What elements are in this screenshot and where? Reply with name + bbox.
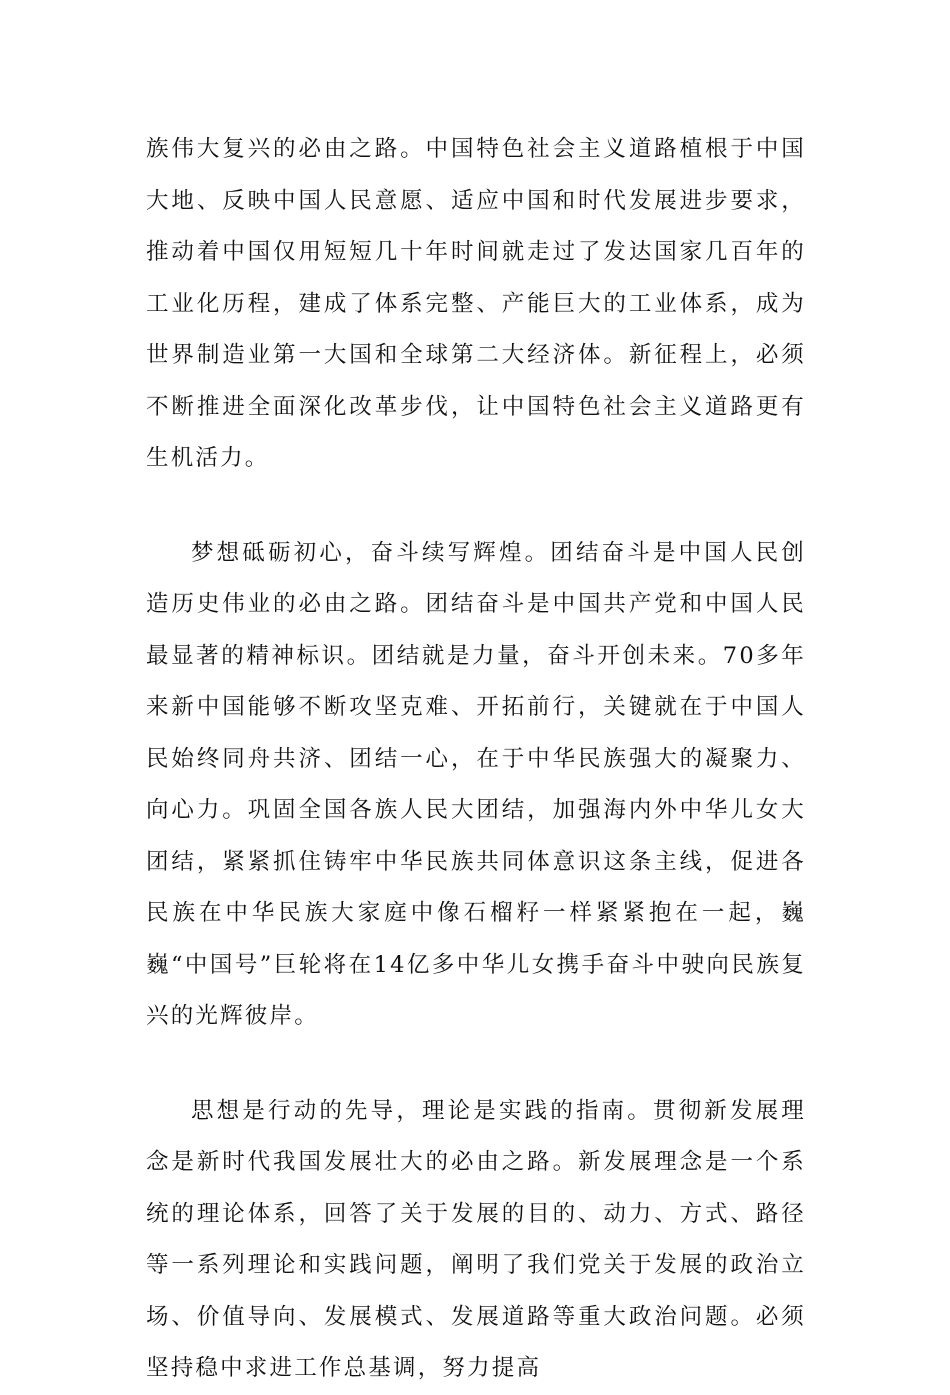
paragraph-3: 思想是行动的先导，理论是实践的指南。贯彻新发展理念是新时代我国发展壮大的必由之路。新发展理念是一个系统的理论体系，回答了关于发展的目的、动力、方式、路径等一系列理论和实践问题，阐明了我们党关于发展的政治立场、价值导向、发展模式、发展道路等重大政治问题。必须坚持稳中求进工作总基调，努力提高 (146, 1097, 806, 1381)
paragraph-2: 梦想砥砺初心，奋斗续写辉煌。团结奋斗是中国人民创造历史伟业的必由之路。团结奋斗是中国共产党和中国人民最显著的精神标识。团结就是力量，奋斗开创未来。70多年来新中国能够不断攻坚克难、开拓前行，关键就在于中国人民始终同舟共济、团结一心，在于中华民族强大的凝聚力、向心力。巩固全国各族人民大团结，加强海内外中华儿女大团结，紧紧抓住铸牢中华民族共同体意识这条主线，促进各民族在中华民族大家庭中像石榴籽一样紧紧抱在一起，巍巍“中国号”巨轮将在14亿多中华儿女携手奋斗中驶向民族复兴的光辉彼岸。 (146, 539, 806, 1029)
paragraph-1: 族伟大复兴的必由之路。中国特色社会主义道路植根于中国大地、反映中国人民意愿、适应中国和时代发展进步要求，推动着中国仅用短短几十年时间就走过了发达国家几百年的工业化历程，建成了体系完整、产能巨大的工业体系，成为世界制造业第一大国和全球第二大经济体。新征程上，必须不断推进全面深化改革步伐，让中国特色社会主义道路更有生机活力。 (146, 136, 806, 471)
document-body (146, 124, 806, 1395)
